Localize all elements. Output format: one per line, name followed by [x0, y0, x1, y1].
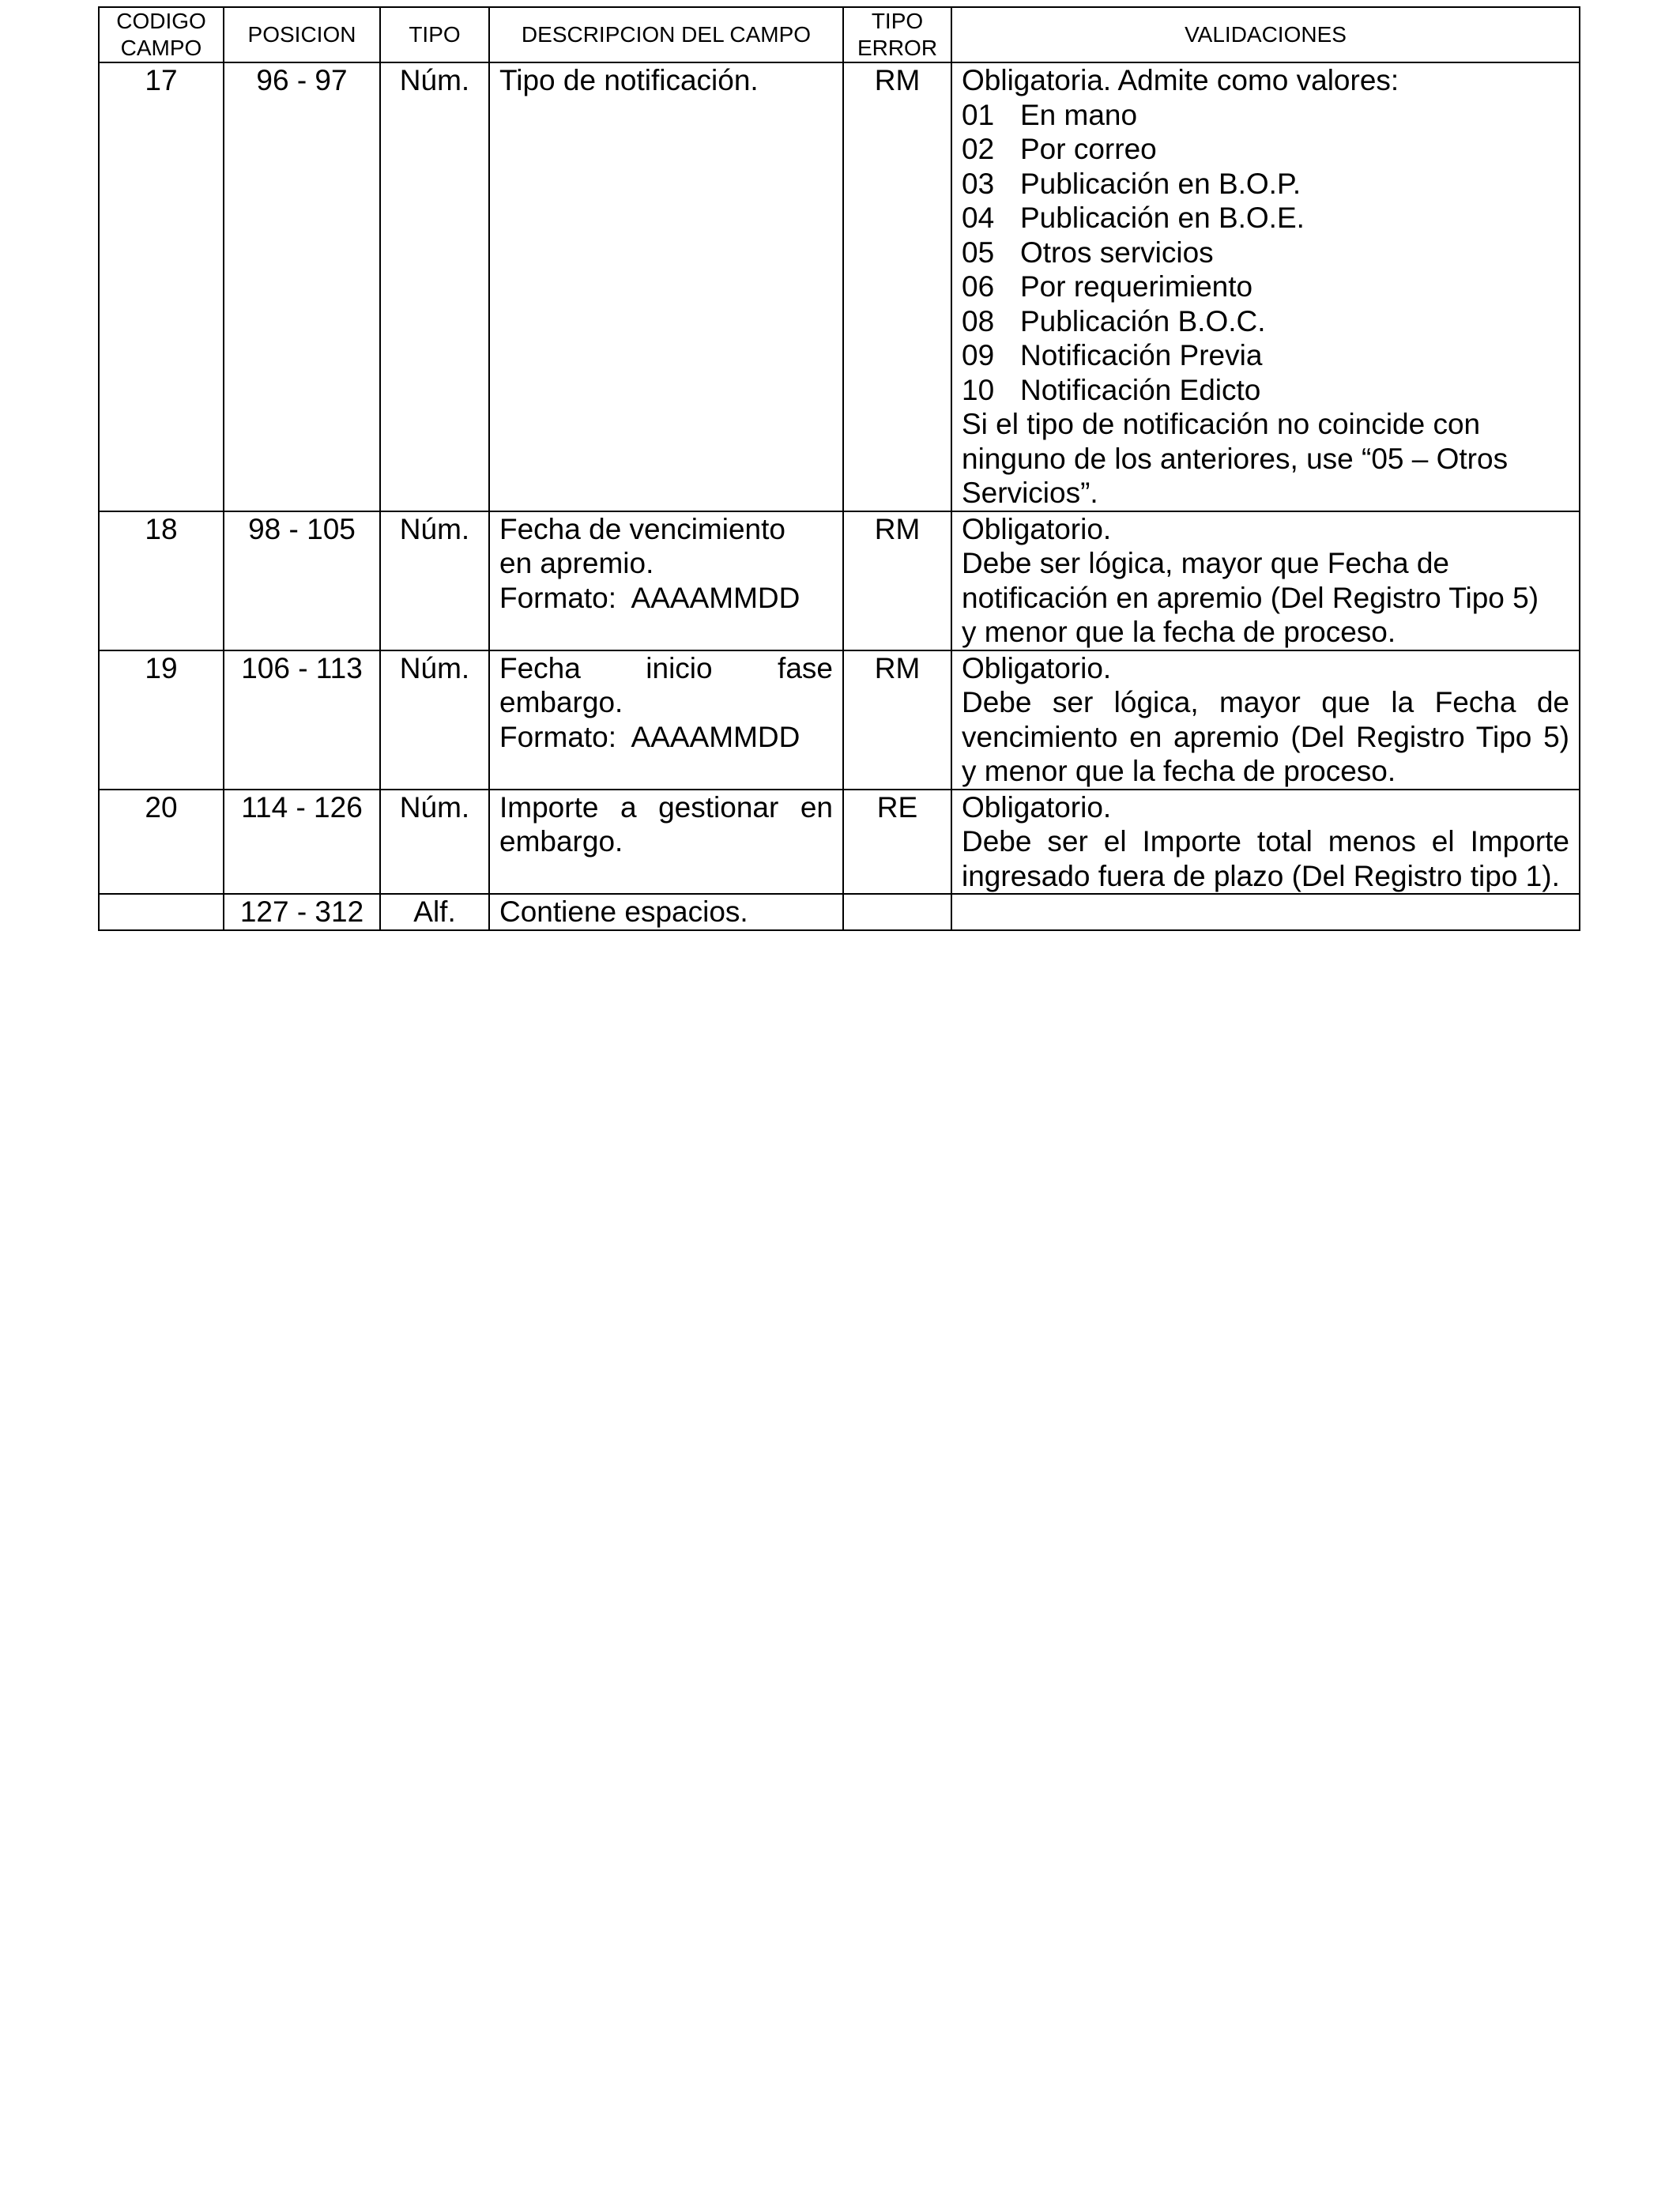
option-code: 05	[962, 236, 995, 269]
option-item	[962, 236, 1569, 270]
validacion-text: Debe ser el Importe total menos el Importe ingresado fuera de plazo (Del Registro tipo 1).	[962, 825, 1569, 892]
validacion-text: Debe ser lógica, mayor que la Fecha de vencimiento en apremio (Del Registro Tipo 5) y menor que la fecha de proceso.	[962, 686, 1569, 787]
option-item	[962, 201, 1569, 236]
posicion-cell: 98 - 105	[224, 511, 380, 650]
tipo-error-cell: RM	[843, 511, 951, 650]
option-item	[962, 373, 1569, 408]
option-item	[962, 98, 1569, 133]
descripcion-line: en apremio.	[499, 547, 654, 579]
validacion-note-line: ninguno de los anteriores, use “05 – Otros	[962, 442, 1509, 475]
header-codigo-line-2: CAMPO	[120, 36, 202, 60]
header-tipo-error-line-1: TIPO	[871, 9, 924, 33]
codigo-cell	[99, 894, 224, 930]
option-label: Publicación en B.O.E.	[1020, 202, 1305, 234]
option-item	[962, 304, 1569, 339]
header-tipo: TIPO	[380, 7, 489, 62]
header-descripcion: DESCRIPCION DEL CAMPO	[489, 7, 843, 62]
header-validaciones: VALIDACIONES	[951, 7, 1580, 62]
option-item	[962, 270, 1569, 304]
tipo-cell: Alf.	[380, 894, 489, 930]
posicion-cell: 127 - 312	[224, 894, 380, 930]
option-code: 10	[962, 373, 995, 406]
header-posicion: POSICION	[224, 7, 380, 62]
validacion-line: notificación en apremio (Del Registro Tipo 5)	[962, 581, 1539, 614]
posicion-cell: 96 - 97	[224, 62, 380, 511]
validacion-note-line: Si el tipo de notificación no coincide con	[962, 408, 1481, 440]
validaciones-cell	[951, 650, 1580, 790]
option-item	[962, 167, 1569, 202]
option-item	[962, 132, 1569, 167]
tipo-error-cell	[843, 894, 951, 930]
codigo-cell: 17	[99, 62, 224, 511]
header-codigo-campo	[99, 7, 224, 62]
validacion-line: Obligatorio.	[962, 512, 1112, 545]
tipo-error-cell: RM	[843, 62, 951, 511]
option-code: 02	[962, 133, 995, 165]
validacion-intro: Obligatoria. Admite como valores:	[962, 64, 1399, 96]
table-row	[99, 511, 1580, 650]
option-code: 08	[962, 304, 995, 337]
codigo-cell: 20	[99, 790, 224, 895]
header-tipo-error-line-2: ERROR	[857, 36, 938, 60]
descripcion-cell	[489, 894, 843, 930]
descripcion-cell	[489, 650, 843, 790]
tipo-error-cell: RM	[843, 650, 951, 790]
option-item	[962, 338, 1569, 373]
posicion-cell: 114 - 126	[224, 790, 380, 895]
descripcion-line: Contiene espacios.	[499, 895, 748, 928]
option-label: Otros servicios	[1020, 236, 1214, 269]
tipo-cell: Núm.	[380, 650, 489, 790]
tipo-error-cell: RE	[843, 790, 951, 895]
descripcion-text: Importe a gestionar en embargo.	[499, 790, 833, 858]
header-tipo-error	[843, 7, 951, 62]
tipo-cell: Núm.	[380, 790, 489, 895]
validaciones-cell	[951, 62, 1580, 511]
descripcion-line: Fecha de vencimiento	[499, 512, 785, 545]
option-code: 03	[962, 167, 995, 200]
descripcion-format-line: Formato: AAAAMMDD	[499, 720, 800, 753]
table-row	[99, 650, 1580, 790]
option-label: Por requerimiento	[1020, 270, 1253, 303]
table-header-row	[99, 7, 1580, 62]
table-row	[99, 894, 1580, 930]
validacion-line: Debe ser lógica, mayor que Fecha de	[962, 547, 1450, 579]
validaciones-cell	[951, 511, 1580, 650]
option-label: Notificación Previa	[1020, 339, 1263, 371]
option-label: Publicación B.O.C.	[1020, 304, 1266, 337]
option-label: Publicación en B.O.P.	[1020, 167, 1301, 200]
table-row	[99, 62, 1580, 511]
validacion-line: Obligatorio.	[962, 790, 1112, 824]
validacion-note-line: Servicios”.	[962, 477, 1098, 509]
descripcion-cell	[489, 62, 843, 511]
option-code: 06	[962, 270, 995, 303]
field-spec-table	[98, 6, 1580, 931]
descripcion-cell	[489, 790, 843, 895]
header-codigo-line-1: CODIGO	[116, 9, 206, 33]
tipo-cell: Núm.	[380, 511, 489, 650]
validacion-line: Obligatorio.	[962, 651, 1112, 684]
codigo-cell: 19	[99, 650, 224, 790]
option-code: 09	[962, 339, 995, 371]
option-label: Notificación Edicto	[1020, 373, 1261, 406]
option-code: 04	[962, 202, 995, 234]
validaciones-cell	[951, 894, 1580, 930]
descripcion-text: Fecha inicio fase embargo.	[499, 651, 833, 718]
table-row	[99, 790, 1580, 895]
descripcion-format-line: Formato: AAAAMMDD	[499, 581, 800, 614]
validaciones-cell	[951, 790, 1580, 895]
tipo-cell: Núm.	[380, 62, 489, 511]
option-label: En mano	[1020, 98, 1138, 131]
descripcion-line: Tipo de notificación.	[499, 64, 759, 96]
option-label: Por correo	[1020, 133, 1157, 165]
posicion-cell: 106 - 113	[224, 650, 380, 790]
codigo-cell: 18	[99, 511, 224, 650]
validacion-line: y menor que la fecha de proceso.	[962, 616, 1396, 648]
option-code: 01	[962, 98, 995, 131]
descripcion-cell	[489, 511, 843, 650]
